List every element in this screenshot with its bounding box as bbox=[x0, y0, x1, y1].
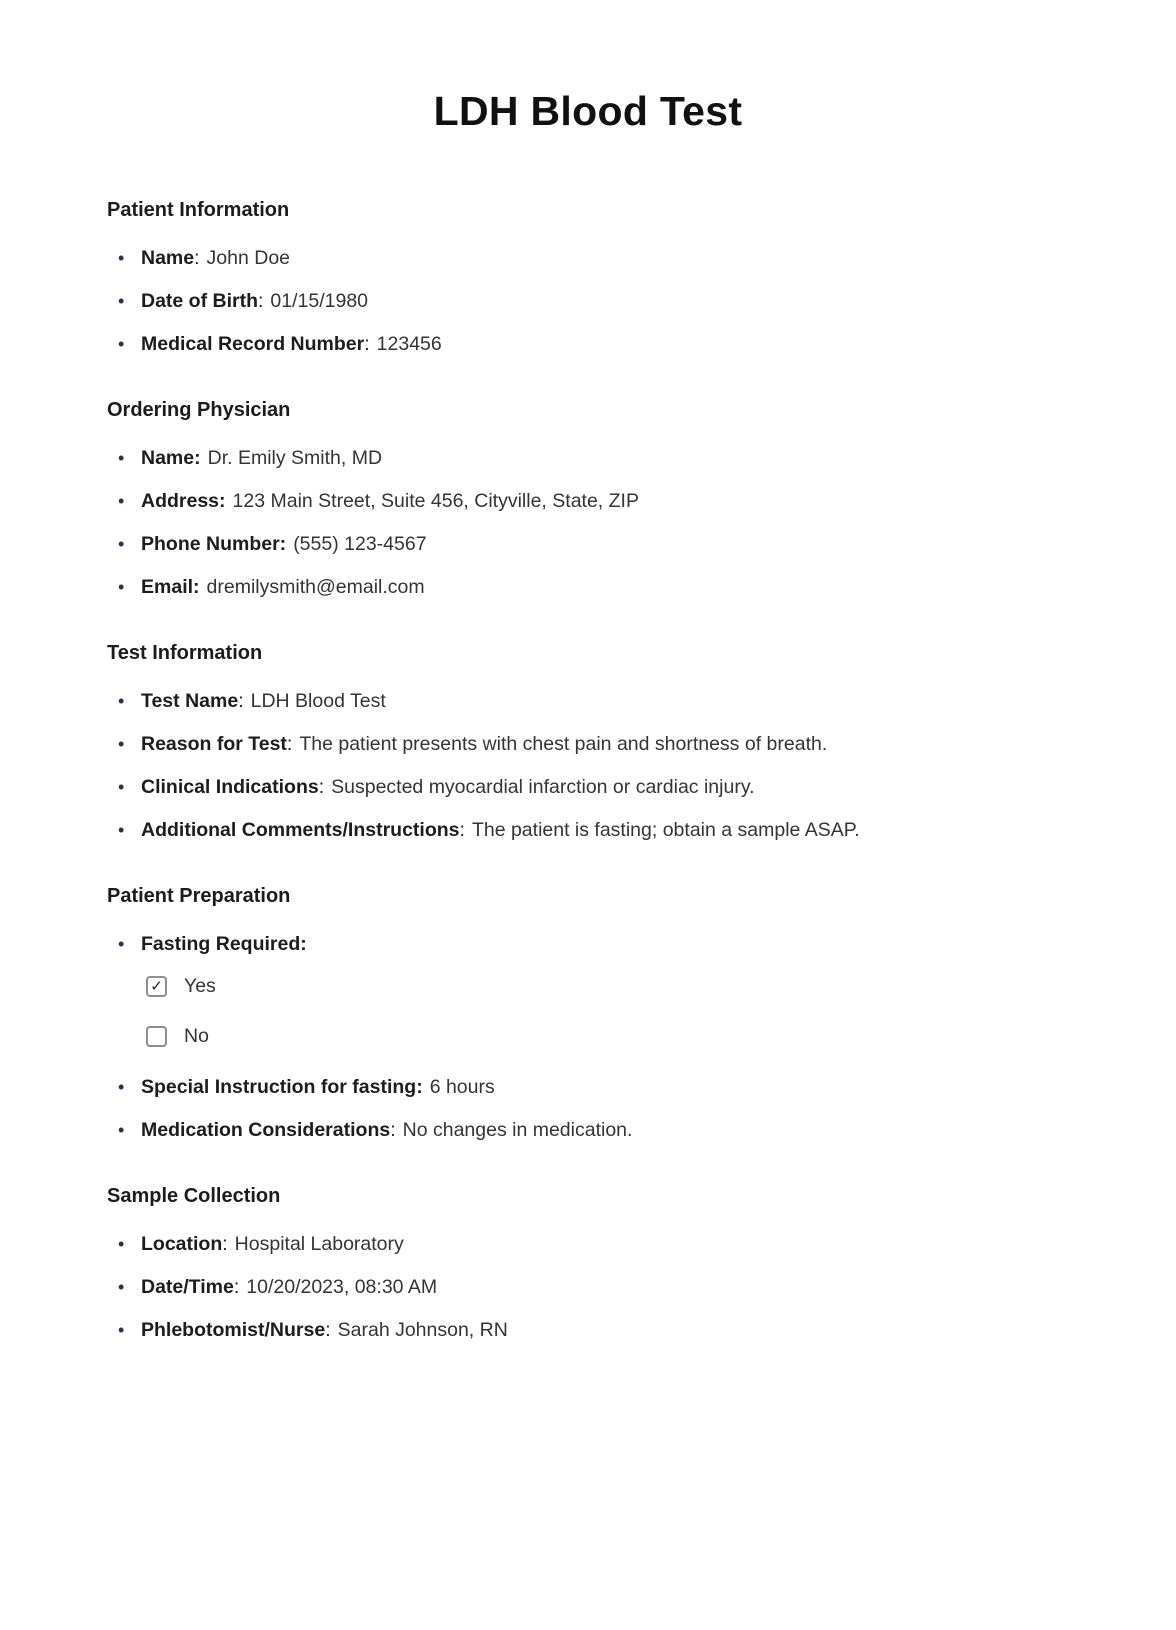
field-value: 01/15/1980 bbox=[270, 290, 369, 313]
field-colon: : bbox=[222, 1233, 228, 1256]
field-date-of-birth bbox=[107, 289, 1069, 314]
field-value: Suspected myocardial infarction or cardiac injury. bbox=[331, 776, 755, 799]
field-label: Address: bbox=[141, 490, 226, 513]
field-value: The patient presents with chest pain and shortness of breath. bbox=[299, 733, 828, 756]
field-medical-record-number bbox=[107, 332, 1069, 357]
section-sample-collection bbox=[107, 1185, 1069, 1343]
field-label: Additional Comments/Instructions bbox=[141, 819, 460, 842]
field-test-name bbox=[107, 689, 1069, 714]
field-colon: : bbox=[318, 776, 325, 799]
field-label: Name bbox=[141, 247, 195, 270]
section-heading: Ordering Physician bbox=[107, 399, 291, 422]
bullet-icon: • bbox=[118, 1077, 125, 1098]
field-label: Date/Time bbox=[141, 1276, 234, 1299]
checkbox-label: No bbox=[184, 1025, 209, 1048]
bullet-icon: • bbox=[118, 691, 125, 712]
section-heading: Patient Preparation bbox=[107, 885, 291, 908]
field-colon: : bbox=[286, 733, 293, 756]
field-email bbox=[107, 575, 1069, 600]
bullet-icon: • bbox=[118, 820, 125, 841]
field-patient-name bbox=[107, 246, 1069, 271]
field-value: Dr. Emily Smith, MD bbox=[207, 447, 383, 470]
field-label: Special Instruction for fasting: bbox=[141, 1076, 423, 1099]
field-special-instruction-fasting bbox=[107, 1075, 1069, 1100]
bullet-icon: • bbox=[118, 1234, 125, 1255]
bullet-icon: • bbox=[118, 291, 125, 312]
bullet-icon: • bbox=[118, 448, 125, 469]
section-ordering-physician bbox=[107, 399, 1069, 600]
field-phone-number bbox=[107, 532, 1069, 557]
field-additional-comments bbox=[107, 818, 1069, 843]
field-physician-address bbox=[107, 489, 1069, 514]
field-clinical-indications bbox=[107, 775, 1069, 800]
checkmark-icon: ✓ bbox=[150, 978, 163, 996]
section-heading: Patient Information bbox=[107, 199, 290, 222]
field-colon: : bbox=[364, 333, 370, 356]
field-label: Email: bbox=[141, 576, 200, 599]
field-reason-for-test bbox=[107, 732, 1069, 757]
bullet-icon: • bbox=[118, 334, 125, 355]
field-value: Sarah Johnson, RN bbox=[337, 1319, 508, 1342]
field-value: The patient is fasting; obtain a sample ASAP. bbox=[471, 819, 860, 842]
fasting-yes-checkbox[interactable] bbox=[146, 976, 167, 997]
bullet-icon: • bbox=[118, 777, 125, 798]
field-value: No changes in medication. bbox=[402, 1119, 633, 1142]
section-patient-preparation bbox=[107, 885, 1069, 1143]
bullet-icon: • bbox=[118, 734, 125, 755]
field-label: Medication Considerations bbox=[141, 1119, 391, 1142]
checkbox-label: Yes bbox=[184, 975, 216, 998]
field-value: dremilysmith@email.com bbox=[206, 576, 425, 599]
fasting-no-checkbox[interactable] bbox=[146, 1026, 167, 1047]
field-colon: : bbox=[258, 290, 264, 313]
field-value: 10/20/2023, 08:30 AM bbox=[246, 1276, 438, 1299]
field-value: John Doe bbox=[206, 247, 291, 270]
fasting-option-yes bbox=[146, 975, 1069, 998]
field-value: (555) 123-4567 bbox=[293, 533, 427, 556]
field-colon: : bbox=[459, 819, 465, 842]
section-heading: Test Information bbox=[107, 642, 263, 665]
fasting-option-no bbox=[146, 1025, 1069, 1048]
bullet-icon: • bbox=[118, 491, 125, 512]
field-value: 123 Main Street, Suite 456, Cityville, State, ZIP bbox=[232, 490, 639, 513]
field-value: Hospital Laboratory bbox=[234, 1233, 404, 1256]
field-date-time bbox=[107, 1275, 1069, 1300]
bullet-icon: • bbox=[118, 577, 125, 598]
field-label: Medical Record Number bbox=[141, 333, 365, 356]
bullet-icon: • bbox=[118, 1120, 125, 1141]
field-value: LDH Blood Test bbox=[250, 690, 386, 713]
field-phlebotomist-nurse bbox=[107, 1318, 1069, 1343]
field-value: 123456 bbox=[376, 333, 442, 356]
document-title: LDH Blood Test bbox=[433, 88, 743, 134]
field-colon: : bbox=[194, 247, 200, 270]
field-colon: : bbox=[233, 1276, 240, 1299]
bullet-icon: • bbox=[118, 1277, 125, 1298]
field-label: Phone Number: bbox=[141, 533, 287, 556]
field-value: 6 hours bbox=[429, 1076, 495, 1099]
field-label: Date of Birth bbox=[141, 290, 258, 313]
bullet-icon: • bbox=[118, 248, 125, 269]
field-colon: : bbox=[390, 1119, 396, 1142]
field-colon: : bbox=[325, 1319, 331, 1342]
field-label: Phlebotomist/Nurse bbox=[141, 1319, 326, 1342]
field-label: Clinical Indications bbox=[141, 776, 319, 799]
bullet-icon: • bbox=[118, 934, 125, 955]
field-physician-name bbox=[107, 446, 1069, 471]
section-heading: Sample Collection bbox=[107, 1185, 281, 1208]
section-patient-information bbox=[107, 199, 1069, 357]
field-colon: : bbox=[238, 690, 244, 713]
field-label: Reason for Test bbox=[141, 733, 287, 756]
field-medication-considerations bbox=[107, 1118, 1069, 1143]
field-location bbox=[107, 1232, 1069, 1257]
field-fasting-required bbox=[107, 932, 1069, 957]
field-label: Test Name bbox=[141, 690, 239, 713]
bullet-icon: • bbox=[118, 534, 125, 555]
bullet-icon: • bbox=[118, 1320, 125, 1341]
field-label: Name: bbox=[141, 447, 201, 470]
section-test-information bbox=[107, 642, 1069, 843]
field-label: Location bbox=[141, 1233, 223, 1256]
field-label: Fasting Required: bbox=[141, 933, 307, 956]
